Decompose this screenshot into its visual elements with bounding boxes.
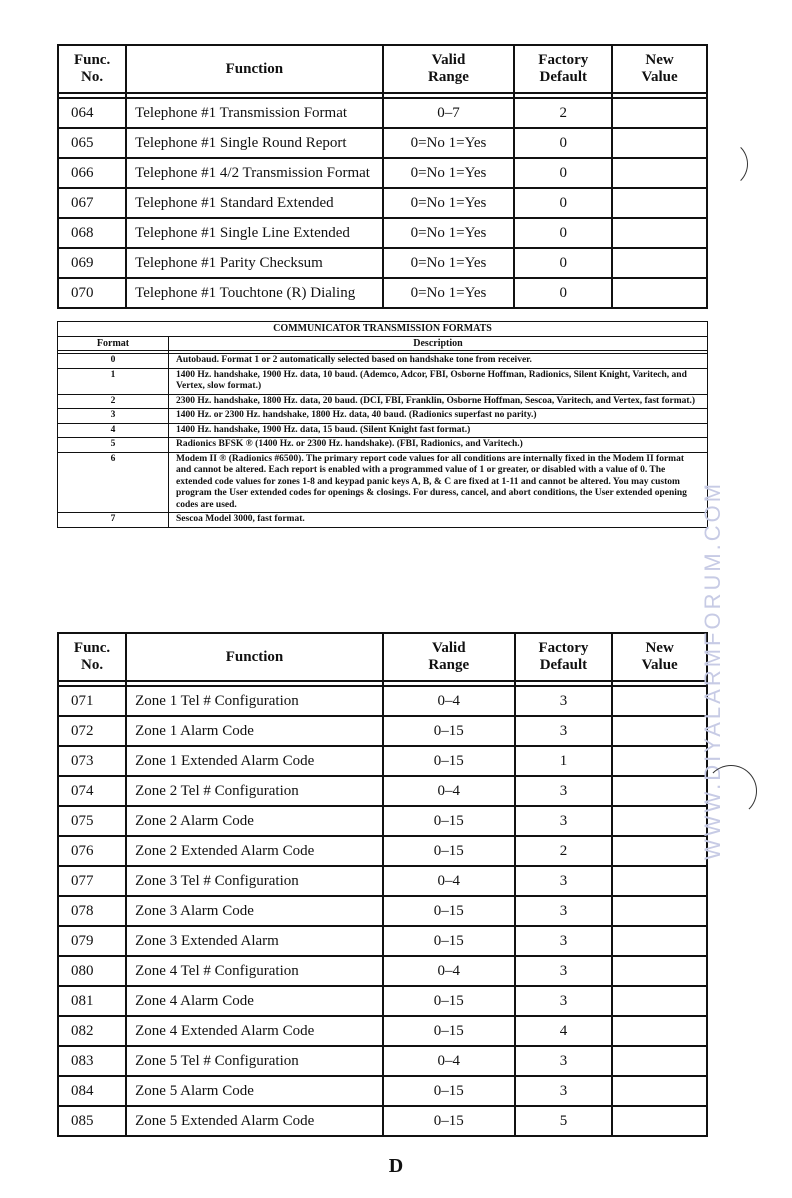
function-name: Zone 1 Tel # Configuration bbox=[126, 686, 383, 716]
col-format: Format bbox=[58, 336, 169, 351]
table-row bbox=[58, 218, 707, 248]
format-description: Sescoa Model 3000, fast format. bbox=[169, 513, 708, 528]
col-func-no: Func. No. bbox=[58, 633, 126, 681]
function-name: Zone 5 Extended Alarm Code bbox=[126, 1106, 383, 1136]
function-name: Zone 1 Extended Alarm Code bbox=[126, 746, 383, 776]
valid-range: 0–15 bbox=[383, 1016, 515, 1046]
function-name: Zone 2 Tel # Configuration bbox=[126, 776, 383, 806]
valid-range: 0–15 bbox=[383, 716, 515, 746]
page-letter: D bbox=[388, 1155, 404, 1177]
function-name: Zone 1 Alarm Code bbox=[126, 716, 383, 746]
function-name: Zone 5 Tel # Configuration bbox=[126, 1046, 383, 1076]
format-number: 3 bbox=[58, 409, 169, 424]
format-number: 7 bbox=[58, 513, 169, 528]
factory-default: 3 bbox=[515, 776, 613, 806]
format-row bbox=[58, 409, 708, 424]
factory-default: 3 bbox=[515, 1046, 613, 1076]
factory-default: 4 bbox=[515, 1016, 613, 1046]
valid-range: 0–15 bbox=[383, 896, 515, 926]
new-value-cell bbox=[612, 686, 707, 716]
function-name: Zone 5 Alarm Code bbox=[126, 1076, 383, 1106]
format-number: 2 bbox=[58, 394, 169, 409]
function-name: Zone 4 Alarm Code bbox=[126, 986, 383, 1016]
func-number: 070 bbox=[58, 278, 126, 308]
table-row bbox=[58, 806, 707, 836]
func-number: 085 bbox=[58, 1106, 126, 1136]
new-value-cell bbox=[612, 1106, 707, 1136]
table-row bbox=[58, 836, 707, 866]
format-description: Autobaud. Format 1 or 2 automatically selected based on handshake tone from receiver. bbox=[169, 354, 708, 369]
format-row bbox=[58, 354, 708, 369]
table-row bbox=[58, 1046, 707, 1076]
new-value-cell bbox=[612, 1016, 707, 1046]
new-value-cell bbox=[612, 98, 707, 128]
transmission-formats-table bbox=[57, 321, 708, 528]
factory-default: 2 bbox=[515, 836, 613, 866]
factory-default: 5 bbox=[515, 1106, 613, 1136]
func-number: 082 bbox=[58, 1016, 126, 1046]
factory-default: 3 bbox=[515, 866, 613, 896]
format-row bbox=[58, 394, 708, 409]
table-row bbox=[58, 1076, 707, 1106]
function-name: Telephone #1 Transmission Format bbox=[126, 98, 382, 128]
new-value-cell bbox=[612, 806, 707, 836]
col-factory-default: Factory Default bbox=[514, 45, 612, 93]
new-value-cell bbox=[612, 1046, 707, 1076]
valid-range: 0=No 1=Yes bbox=[383, 188, 515, 218]
valid-range: 0=No 1=Yes bbox=[383, 278, 515, 308]
new-value-cell bbox=[612, 956, 707, 986]
function-name: Zone 2 Extended Alarm Code bbox=[126, 836, 383, 866]
new-value-cell bbox=[612, 248, 707, 278]
format-number: 6 bbox=[58, 452, 169, 513]
new-value-cell bbox=[612, 746, 707, 776]
factory-default: 0 bbox=[514, 218, 612, 248]
format-description: 1400 Hz. or 2300 Hz. handshake, 1800 Hz. data, 40 baud. (Radionics superfast no parity.) bbox=[169, 409, 708, 424]
factory-default: 3 bbox=[515, 1076, 613, 1106]
func-number: 065 bbox=[58, 128, 126, 158]
func-number: 068 bbox=[58, 218, 126, 248]
func-number: 076 bbox=[58, 836, 126, 866]
table-row bbox=[58, 896, 707, 926]
table-row bbox=[58, 956, 707, 986]
valid-range: 0–15 bbox=[383, 986, 515, 1016]
new-value-cell bbox=[612, 896, 707, 926]
new-value-cell bbox=[612, 218, 707, 248]
func-number: 078 bbox=[58, 896, 126, 926]
format-row bbox=[58, 423, 708, 438]
format-description: Modem II ® (Radionics #6500). The primary report code values for all conditions are internally fixed in the Modem II format and cannot be altered. Each report is enabled with a programmed value of 1 or greater, or disabled with a value of 0. The extended code values for zones 1-8 and keypad panic keys A, B, & C are fixed at 1-11 and cannot be altered. You may custom program the User extended codes for openings & closings. For duress, cancel, and abort conditions, the User extended opening codes are used. bbox=[169, 452, 708, 513]
valid-range: 0–15 bbox=[383, 1076, 515, 1106]
table-row bbox=[58, 926, 707, 956]
new-value-cell bbox=[612, 866, 707, 896]
new-value-cell bbox=[612, 716, 707, 746]
func-number: 075 bbox=[58, 806, 126, 836]
valid-range: 0–4 bbox=[383, 776, 515, 806]
new-value-cell bbox=[612, 926, 707, 956]
factory-default: 0 bbox=[514, 128, 612, 158]
valid-range: 0–4 bbox=[383, 866, 515, 896]
table-row bbox=[58, 1016, 707, 1046]
function-name: Telephone #1 Standard Extended bbox=[126, 188, 382, 218]
factory-default: 3 bbox=[515, 896, 613, 926]
valid-range: 0=No 1=Yes bbox=[383, 128, 515, 158]
func-number: 084 bbox=[58, 1076, 126, 1106]
func-number: 067 bbox=[58, 188, 126, 218]
valid-range: 0–7 bbox=[383, 98, 515, 128]
new-value-cell bbox=[612, 836, 707, 866]
valid-range: 0–15 bbox=[383, 806, 515, 836]
col-func-no: Func. No. bbox=[58, 45, 126, 93]
new-value-cell bbox=[612, 1076, 707, 1106]
factory-default: 3 bbox=[515, 686, 613, 716]
valid-range: 0=No 1=Yes bbox=[383, 248, 515, 278]
valid-range: 0–4 bbox=[383, 956, 515, 986]
format-number: 5 bbox=[58, 438, 169, 453]
format-row bbox=[58, 452, 708, 513]
function-name: Zone 3 Tel # Configuration bbox=[126, 866, 383, 896]
table-row bbox=[58, 686, 707, 716]
func-number: 069 bbox=[58, 248, 126, 278]
table-row bbox=[58, 746, 707, 776]
program-table-telephone bbox=[57, 44, 708, 309]
col-valid-range: Valid Range bbox=[383, 633, 515, 681]
format-row bbox=[58, 513, 708, 528]
function-name: Zone 4 Extended Alarm Code bbox=[126, 1016, 383, 1046]
valid-range: 0=No 1=Yes bbox=[383, 218, 515, 248]
new-value-cell bbox=[612, 188, 707, 218]
format-row bbox=[58, 438, 708, 453]
program-table-zones bbox=[57, 632, 708, 1137]
table-row bbox=[58, 866, 707, 896]
function-name: Zone 4 Tel # Configuration bbox=[126, 956, 383, 986]
col-factory-default: Factory Default bbox=[515, 633, 613, 681]
valid-range: 0=No 1=Yes bbox=[383, 158, 515, 188]
valid-range: 0–15 bbox=[383, 1106, 515, 1136]
table-row bbox=[58, 776, 707, 806]
factory-default: 3 bbox=[515, 956, 613, 986]
factory-default: 0 bbox=[514, 248, 612, 278]
new-value-cell bbox=[612, 776, 707, 806]
table-row bbox=[58, 986, 707, 1016]
col-valid-range: Valid Range bbox=[383, 45, 515, 93]
table-row bbox=[58, 716, 707, 746]
func-number: 064 bbox=[58, 98, 126, 128]
func-number: 079 bbox=[58, 926, 126, 956]
format-description: Radionics BFSK ® (1400 Hz. or 2300 Hz. handshake). (FBI, Radionics, and Varitech.) bbox=[169, 438, 708, 453]
format-description: 2300 Hz. handshake, 1800 Hz. data, 20 baud. (DCI, FBI, Franklin, Osborne Hoffman, Sescoa, Varitech, and Vertex, fast format.) bbox=[169, 394, 708, 409]
func-number: 073 bbox=[58, 746, 126, 776]
function-name: Telephone #1 4/2 Transmission Format bbox=[126, 158, 382, 188]
factory-default: 3 bbox=[515, 716, 613, 746]
func-number: 083 bbox=[58, 1046, 126, 1076]
format-description: 1400 Hz. handshake, 1900 Hz. data, 15 baud. (Silent Knight fast format.) bbox=[169, 423, 708, 438]
binder-hole-mark bbox=[705, 765, 757, 817]
table-row bbox=[58, 278, 707, 308]
valid-range: 0–15 bbox=[383, 836, 515, 866]
function-name: Zone 3 Alarm Code bbox=[126, 896, 383, 926]
factory-default: 2 bbox=[514, 98, 612, 128]
factory-default: 3 bbox=[515, 986, 613, 1016]
table-row bbox=[58, 128, 707, 158]
function-name: Telephone #1 Touchtone (R) Dialing bbox=[126, 278, 382, 308]
func-number: 066 bbox=[58, 158, 126, 188]
table-row bbox=[58, 98, 707, 128]
factory-default: 3 bbox=[515, 806, 613, 836]
func-number: 072 bbox=[58, 716, 126, 746]
factory-default: 0 bbox=[514, 188, 612, 218]
format-number: 1 bbox=[58, 368, 169, 394]
func-number: 077 bbox=[58, 866, 126, 896]
table-row bbox=[58, 158, 707, 188]
function-name: Telephone #1 Single Round Report bbox=[126, 128, 382, 158]
col-new-value: New Value bbox=[612, 633, 707, 681]
function-name: Telephone #1 Single Line Extended bbox=[126, 218, 382, 248]
format-row bbox=[58, 368, 708, 394]
func-number: 080 bbox=[58, 956, 126, 986]
valid-range: 0–15 bbox=[383, 746, 515, 776]
binder-hole-mark bbox=[700, 140, 748, 188]
valid-range: 0–15 bbox=[383, 926, 515, 956]
function-name: Zone 3 Extended Alarm bbox=[126, 926, 383, 956]
factory-default: 1 bbox=[515, 746, 613, 776]
func-number: 071 bbox=[58, 686, 126, 716]
watermark: WWW.DIYALARMFORUM.COM bbox=[700, 480, 725, 860]
table-row bbox=[58, 1106, 707, 1136]
col-new-value: New Value bbox=[612, 45, 707, 93]
new-value-cell bbox=[612, 278, 707, 308]
factory-default: 3 bbox=[515, 926, 613, 956]
func-number: 081 bbox=[58, 986, 126, 1016]
new-value-cell bbox=[612, 158, 707, 188]
function-name: Zone 2 Alarm Code bbox=[126, 806, 383, 836]
table-row bbox=[58, 188, 707, 218]
new-value-cell bbox=[612, 128, 707, 158]
factory-default: 0 bbox=[514, 278, 612, 308]
col-description: Description bbox=[169, 336, 708, 351]
function-name: Telephone #1 Parity Checksum bbox=[126, 248, 382, 278]
func-number: 074 bbox=[58, 776, 126, 806]
valid-range: 0–4 bbox=[383, 1046, 515, 1076]
new-value-cell bbox=[612, 986, 707, 1016]
format-number: 4 bbox=[58, 423, 169, 438]
format-description: 1400 Hz. handshake, 1900 Hz. data, 10 baud. (Ademco, Adcor, FBI, Osborne Hoffman, Radionics, Silent Knight, Varitech, and Vertex, slow format.) bbox=[169, 368, 708, 394]
formats-title: COMMUNICATOR TRANSMISSION FORMATS bbox=[58, 322, 708, 337]
format-number: 0 bbox=[58, 354, 169, 369]
col-function: Function bbox=[126, 633, 383, 681]
col-function: Function bbox=[126, 45, 382, 93]
factory-default: 0 bbox=[514, 158, 612, 188]
valid-range: 0–4 bbox=[383, 686, 515, 716]
table-row bbox=[58, 248, 707, 278]
